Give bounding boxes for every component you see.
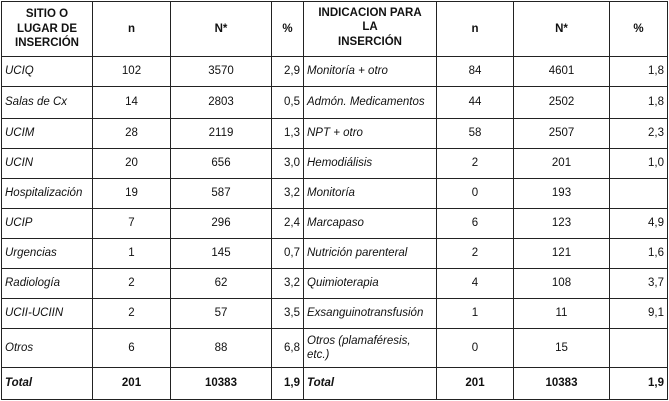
row-site: Hospitalización [2, 179, 93, 209]
row-N2: 2502 [514, 87, 610, 119]
row-N2: 11 [514, 299, 610, 329]
row-n: 14 [93, 87, 171, 119]
row-site: Otros [2, 329, 93, 368]
row-percent2: 2,3 [610, 119, 668, 149]
table-row [2, 87, 668, 119]
row-indication: Hemodiálisis [304, 149, 437, 179]
row-n: 2 [93, 299, 171, 329]
row-percent2: 1,8 [610, 57, 668, 87]
row-percent2: 4,9 [610, 209, 668, 239]
row-indication: Monitoría [304, 179, 437, 209]
row-percent: 2,9 [272, 57, 304, 87]
row-percent: 3,5 [272, 299, 304, 329]
row-site: UCIQ [2, 57, 93, 87]
row-N: 296 [171, 209, 272, 239]
total-percent: 1,9 [272, 368, 304, 400]
header-n: n [93, 2, 171, 57]
row-n: 20 [93, 149, 171, 179]
row-N: 656 [171, 149, 272, 179]
row-n: 7 [93, 209, 171, 239]
row-site: Radiología [2, 269, 93, 299]
header-indication-line: INDICACION PARA [318, 7, 422, 19]
row-percent2: 1,0 [610, 149, 668, 179]
header-indication-line: INSERCIÓN [338, 35, 402, 48]
row-percent2: 3,7 [610, 269, 668, 299]
row-n2: 84 [437, 57, 514, 87]
total-indication: Total [304, 368, 437, 400]
row-n2: 58 [437, 119, 514, 149]
row-percent2 [610, 329, 668, 368]
table-row [2, 209, 668, 239]
row-N: 587 [171, 179, 272, 209]
total-N: 10383 [171, 368, 272, 400]
row-n2: 44 [437, 87, 514, 119]
header-row [2, 2, 668, 57]
row-percent: 3,2 [272, 269, 304, 299]
row-percent: 0,5 [272, 87, 304, 119]
row-n2: 6 [437, 209, 514, 239]
row-n: 2 [93, 269, 171, 299]
row-N2: 123 [514, 209, 610, 239]
row-N2: 121 [514, 239, 610, 269]
row-n: 1 [93, 239, 171, 269]
row-N: 57 [171, 299, 272, 329]
row-site: UCIN [2, 149, 93, 179]
row-N2: 15 [514, 329, 610, 368]
header-n2: n [437, 2, 514, 57]
row-site: UCIP [2, 209, 93, 239]
row-site: Urgencias [2, 239, 93, 269]
total-row [2, 368, 668, 400]
header-percent2: % [610, 2, 668, 57]
header-site-line: SITIO O [25, 8, 69, 21]
row-N: 88 [171, 329, 272, 368]
header-site-line: LUGAR DE [16, 22, 78, 35]
row-indication: Quimioterapia [304, 269, 437, 299]
total-n2: 201 [437, 368, 514, 400]
table-row [2, 299, 668, 329]
header-site-line: INSERCIÓN [15, 37, 79, 50]
row-N: 145 [171, 239, 272, 269]
total-percent2: 1,9 [610, 368, 668, 400]
row-n2: 2 [437, 239, 514, 269]
row-percent: 3,0 [272, 149, 304, 179]
row-N: 2119 [171, 119, 272, 149]
table-row [2, 149, 668, 179]
row-indication: Admón. Medicamentos [304, 87, 437, 119]
row-n: 28 [93, 119, 171, 149]
row-n: 102 [93, 57, 171, 87]
row-percent2: 1,8 [610, 87, 668, 119]
row-N2: 4601 [514, 57, 610, 87]
row-N2: 2507 [514, 119, 610, 149]
row-indication: Monitoría + otro [304, 57, 437, 87]
header-N2: N* [514, 2, 610, 57]
row-n: 19 [93, 179, 171, 209]
header-N: N* [171, 2, 272, 57]
row-indication: Marcapaso [304, 209, 437, 239]
row-site: UCIM [2, 119, 93, 149]
table-row [2, 329, 668, 368]
row-indication: NPT + otro [304, 119, 437, 149]
row-percent: 1,3 [272, 119, 304, 149]
row-site: Salas de Cx [2, 87, 93, 119]
total-n: 201 [93, 368, 171, 400]
row-percent: 0,7 [272, 239, 304, 269]
row-percent: 6,8 [272, 329, 304, 368]
row-percent2 [610, 179, 668, 209]
row-site: UCII-UCIIN [2, 299, 93, 329]
row-N: 62 [171, 269, 272, 299]
row-n2: 1 [437, 299, 514, 329]
header-percent: % [272, 2, 304, 57]
row-N2: 193 [514, 179, 610, 209]
table-row [2, 57, 668, 87]
row-indication: Nutrición parenteral [304, 239, 437, 269]
row-percent2: 1,6 [610, 239, 668, 269]
insertion-table [1, 1, 668, 400]
row-indication: Otros (plamaféresis, etc.) [304, 329, 437, 368]
header-indication-line: LA [362, 21, 378, 34]
row-percent2: 9,1 [610, 299, 668, 329]
row-percent: 2,4 [272, 209, 304, 239]
row-N2: 108 [514, 269, 610, 299]
table-row [2, 269, 668, 299]
header-site [2, 2, 93, 57]
total-site: Total [2, 368, 93, 400]
table-row [2, 179, 668, 209]
total-N2: 10383 [514, 368, 610, 400]
row-n2: 0 [437, 179, 514, 209]
table-row [2, 119, 668, 149]
row-n2: 4 [437, 269, 514, 299]
row-n2: 2 [437, 149, 514, 179]
row-N2: 201 [514, 149, 610, 179]
row-N: 2803 [171, 87, 272, 119]
row-n2: 0 [437, 329, 514, 368]
table-row [2, 239, 668, 269]
row-percent: 3,2 [272, 179, 304, 209]
row-N: 3570 [171, 57, 272, 87]
row-n: 6 [93, 329, 171, 368]
header-indication [304, 2, 437, 57]
row-indication: Exsanguinotransfusión [304, 299, 437, 329]
